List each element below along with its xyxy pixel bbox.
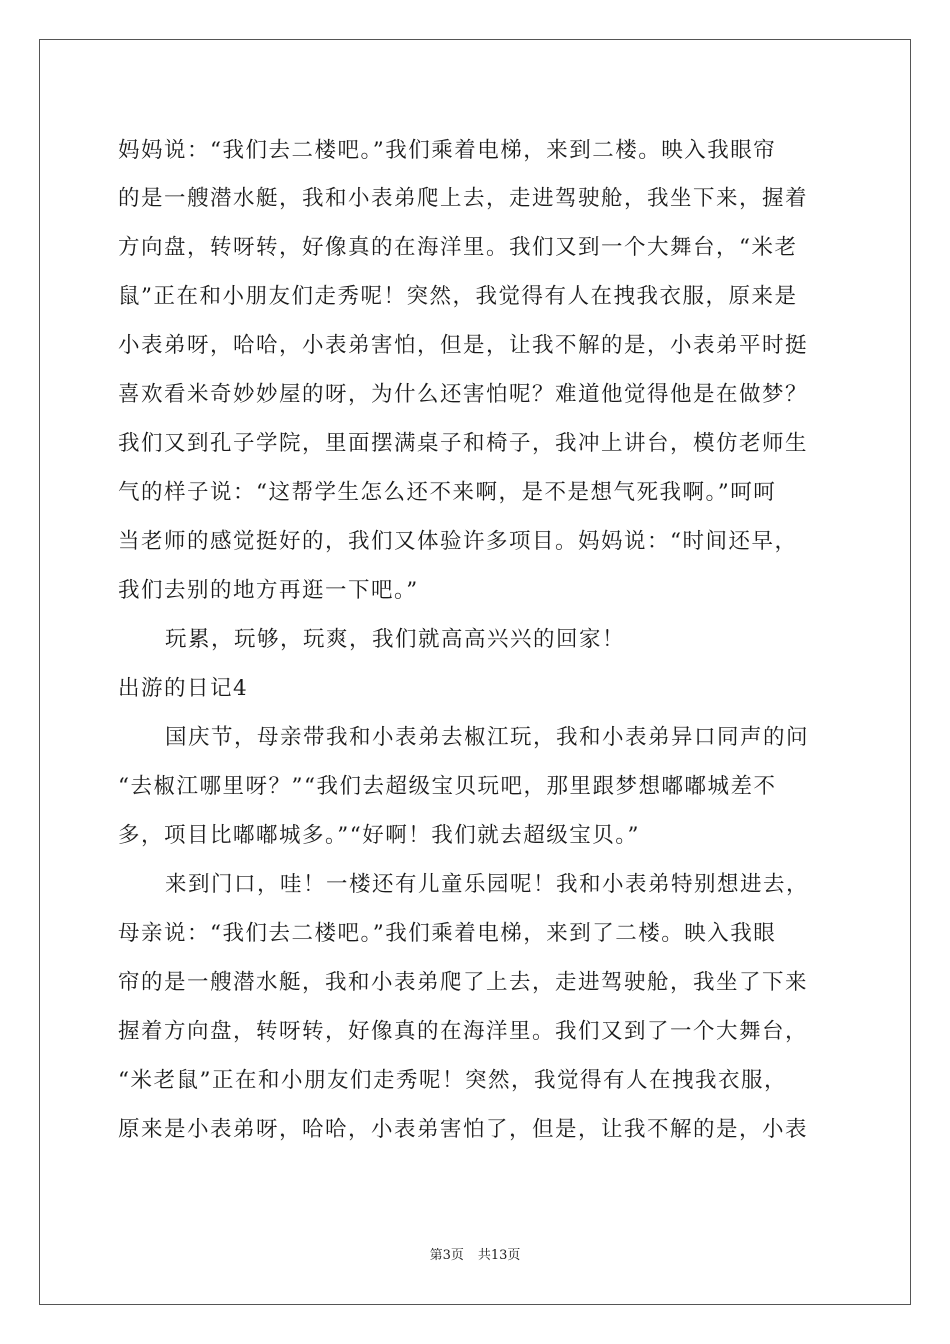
text-line: 方向盘，转呀转，好像真的在海洋里。我们又到一个大舞台，“米老 [118,235,798,260]
text-line: 来到门口，哇！一楼还有儿童乐园呢！我和小表弟特别想进去， [165,872,810,897]
section-heading: 出游的日记4 [118,676,249,701]
text-line: 小表弟呀，哈哈，小表弟害怕，但是，让我不解的是，小表弟平时挺 [118,333,809,358]
text-line: 多，项目比嘟嘟城多。”“好啊！我们就去超级宝贝。” [118,823,640,848]
text-line: 国庆节，母亲带我和小表弟去椒江玩，我和小表弟异口同声的问 [165,725,810,750]
text-line: 喜欢看米奇妙妙屋的呀，为什么还害怕呢？难道他觉得他是在做梦？ [118,382,809,407]
text-line: 的是一艘潜水艇，我和小表弟爬上去，走进驾驶舱，我坐下来，握着 [118,186,809,211]
page-footer [0,1248,950,1264]
page-number: 第3页 [429,1248,464,1263]
text-line: 当老师的感觉挺好的，我们又体验许多项目。妈妈说：“时间还早， [118,529,798,554]
page-total: 共13页 [477,1248,521,1263]
text-line: 原来是小表弟呀，哈哈，小表弟害怕了，但是，让我不解的是，小表 [118,1117,809,1142]
text-line: 我们去别的地方再逛一下吧。” [118,578,419,603]
text-line: 妈妈说：“我们去二楼吧。”我们乘着电梯，来到二楼。映入我眼帘 [118,138,777,163]
text-line: 帘的是一艘潜水艇，我和小表弟爬了上去，走进驾驶舱，我坐了下来 [118,970,809,995]
text-line: 气的样子说：“这帮学生怎么还不来啊，是不是想气死我啊。”呵呵 [118,480,777,505]
text-line: “去椒江哪里呀？”“我们去超级宝贝玩吧，那里跟梦想嘟嘟城差不 [118,774,777,799]
text-line: “米老鼠”正在和小朋友们走秀呢！突然，我觉得有人在拽我衣服， [118,1068,787,1093]
text-line: 我们又到孔子学院，里面摆满桌子和椅子，我冲上讲台，模仿老师生 [118,431,809,456]
text-line: 握着方向盘，转呀转，好像真的在海洋里。我们又到了一个大舞台， [118,1019,809,1044]
text-line: 母亲说：“我们去二楼吧。”我们乘着电梯，来到了二楼。映入我眼 [118,921,777,946]
text-line: 鼠”正在和小朋友们走秀呢！突然，我觉得有人在拽我衣服，原来是 [118,284,798,309]
text-line: 玩累，玩够，玩爽，我们就高高兴兴的回家！ [165,627,626,652]
